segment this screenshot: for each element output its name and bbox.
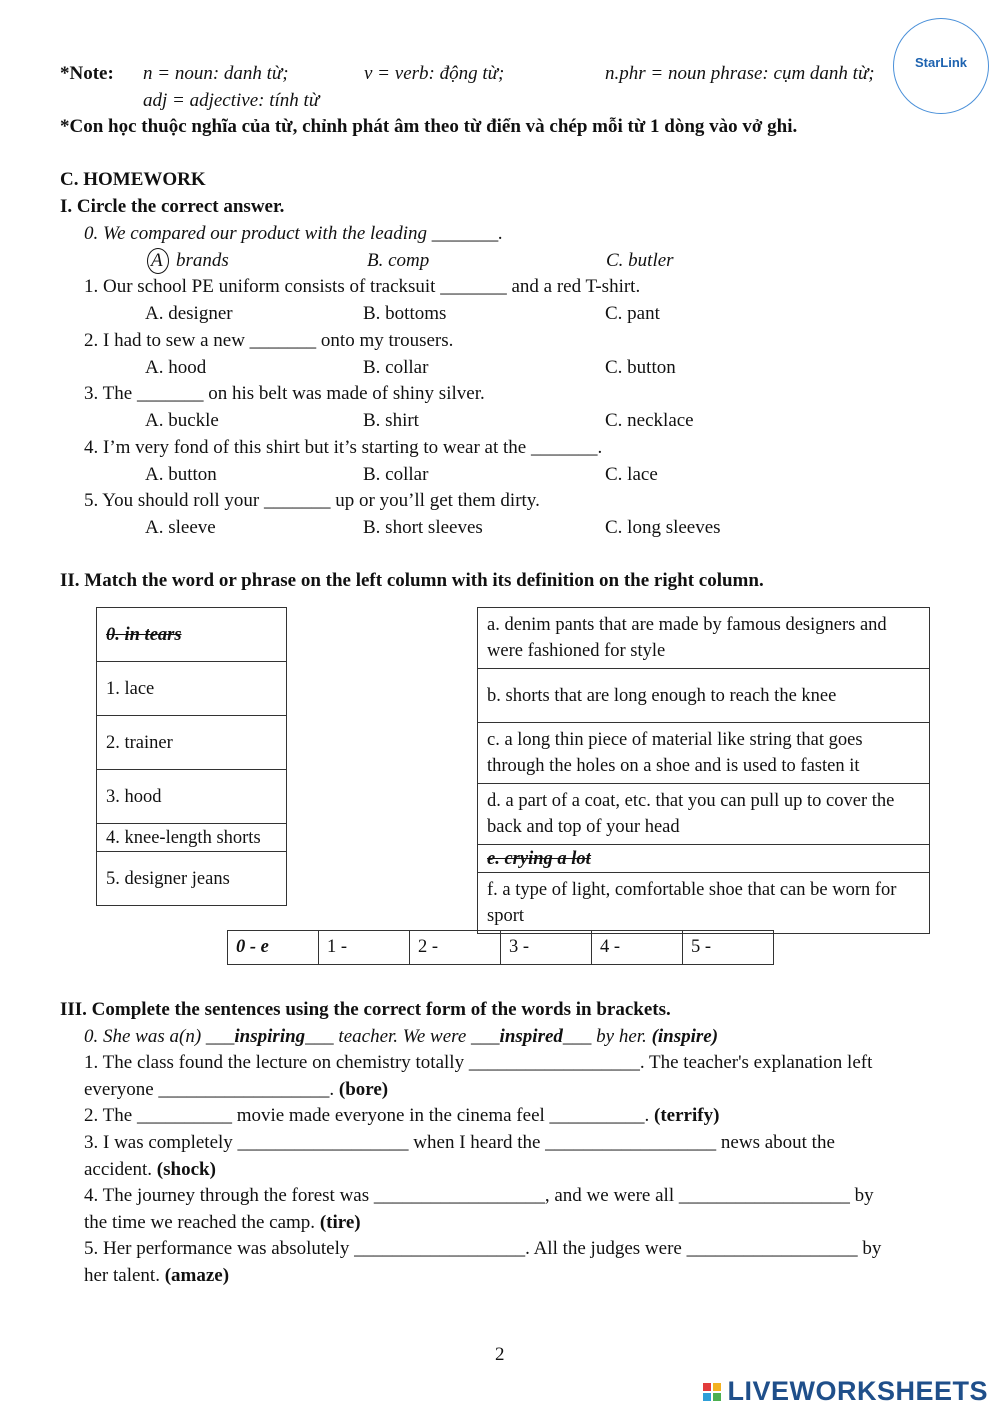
example-part-3: ___ by her. — [562, 1026, 647, 1047]
right-item-d: d. a part of a coat, etc. that you can pull up to cover the back and top of your head — [478, 784, 930, 845]
answer-cell-1[interactable]: 1 - — [319, 931, 410, 965]
question-4-option-a[interactable]: A. button — [145, 464, 217, 485]
answer-cell-4[interactable]: 4 - — [592, 931, 683, 965]
note-verb: v = verb: động từ; — [364, 63, 505, 84]
question-1-option-b[interactable]: B. bottoms — [363, 303, 447, 324]
left-item-2: 2. trainer — [97, 716, 287, 770]
left-item-5: 5. designer jeans — [97, 852, 287, 906]
sentence-1-hint: (bore) — [338, 1079, 389, 1100]
question-5-option-a[interactable]: A. sleeve — [145, 517, 216, 538]
example-answer-1: inspiring — [234, 1026, 306, 1047]
left-item-0: 0. in tears — [97, 608, 287, 662]
question-0-option-c: C. butler — [606, 250, 674, 271]
note-adjective: adj = adjective: tính từ — [143, 90, 320, 111]
sentence-2[interactable]: 2. The __________ movie made everyone in the cinema feel __________. (terrify) — [84, 1105, 720, 1126]
question-4-option-b[interactable]: B. collar — [363, 464, 429, 485]
question-2-option-b[interactable]: B. collar — [363, 357, 429, 378]
match-left-column — [96, 607, 287, 906]
part2-heading: II. Match the word or phrase on the left column with its definition on the right column. — [60, 570, 764, 591]
sentence-2-hint: (terrify) — [654, 1105, 720, 1126]
question-2-option-a[interactable]: A. hood — [145, 357, 207, 378]
question-5-option-c[interactable]: C. long sleeves — [605, 517, 721, 538]
sentence-3-line-2: accident. (shock) — [84, 1159, 216, 1180]
question-3-option-c[interactable]: C. necklace — [605, 410, 694, 431]
question-1-option-a[interactable]: A. designer — [145, 303, 233, 324]
answer-cell-2[interactable]: 2 - — [410, 931, 501, 965]
sentence-1-line-1[interactable]: 1. The class found the lecture on chemistry totally __________________. The teacher's explanation left — [84, 1052, 873, 1073]
match-right-column — [477, 607, 930, 934]
right-item-f: f. a type of light, comfortable shoe that can be worn for sport — [478, 873, 930, 934]
question-2-stem: 2. I had to sew a new _______ onto my trousers. — [84, 330, 454, 351]
footer-brand-text: LIVEWORKSHEETS — [727, 1376, 988, 1406]
note-noun-phrase: n.phr = noun phrase: cụm danh từ; — [605, 63, 875, 84]
note-noun: n = noun: danh từ; — [143, 63, 289, 84]
homework-title: C. HOMEWORK — [60, 169, 206, 190]
answer-cell-5[interactable]: 5 - — [683, 931, 774, 965]
sentence-3-line-1[interactable]: 3. I was completely __________________ when I heard the __________________ news about the — [84, 1132, 835, 1153]
example-answer-2: inspired — [499, 1026, 563, 1047]
sentence-3-hint: (shock) — [156, 1159, 216, 1180]
starlink-logo — [893, 18, 989, 114]
answer-cell-3[interactable]: 3 - — [501, 931, 592, 965]
question-4-stem: 4. I’m very fond of this shirt but it’s starting to wear at the _______. — [84, 437, 603, 458]
right-item-e: e. crying a lot — [478, 845, 930, 873]
question-5-option-b[interactable]: B. short sleeves — [363, 517, 483, 538]
sentence-4-hint: (tire) — [319, 1212, 361, 1233]
sentence-4-line-2: the time we reached the camp. (tire) — [84, 1212, 361, 1233]
sentence-1-line-2[interactable]: everyone __________________. (bore) — [84, 1079, 389, 1100]
example-part-1: 0. She was a(n) ___ — [84, 1026, 235, 1047]
question-0-option-b: B. comp — [367, 250, 430, 271]
logo-text: StarLink — [914, 54, 967, 70]
question-1-stem: 1. Our school PE uniform consists of tracksuit _______ and a red T-shirt. — [84, 276, 641, 297]
question-5-stem: 5. You should roll your _______ up or you’ll get them dirty. — [84, 490, 540, 511]
answer-cell-0: 0 - e — [228, 931, 319, 965]
example-hint: (inspire) — [651, 1026, 719, 1047]
question-3-option-a[interactable]: A. buckle — [145, 410, 219, 431]
question-0-option-a-word: brands — [176, 250, 229, 271]
sentence-4-line-1[interactable]: 4. The journey through the forest was __________________, and we were all __________________ by — [84, 1185, 874, 1206]
liveworksheets-logo-icon — [703, 1383, 721, 1401]
question-0-option-a-letter: A — [151, 250, 163, 271]
answer-grid — [227, 930, 774, 965]
left-item-4: 4. knee-length shorts — [97, 824, 287, 852]
part1-heading: I. Circle the correct answer. — [60, 196, 285, 217]
right-item-c: c. a long thin piece of material like string that goes through the holes on a shoe and is used to fasten it — [478, 723, 930, 784]
question-3-option-b[interactable]: B. shirt — [363, 410, 419, 431]
question-4-option-c[interactable]: C. lace — [605, 464, 658, 485]
note-instruction: *Con học thuộc nghĩa của từ, chỉnh phát âm theo từ điển và chép mỗi từ 1 dòng vào vở ghi. — [60, 116, 798, 137]
sentence-5-line-1[interactable]: 5. Her performance was absolutely __________________. All the judges were __________________ by — [84, 1238, 882, 1259]
sentence-5-line-2: her talent. (amaze) — [84, 1265, 230, 1286]
liveworksheets-footer — [703, 1376, 988, 1407]
question-2-option-c[interactable]: C. button — [605, 357, 676, 378]
part3-heading: III. Complete the sentences using the correct form of the words in brackets. — [60, 999, 671, 1020]
right-item-a: a. denim pants that are made by famous designers and were fashioned for style — [478, 608, 930, 669]
example-part-2: ___ teacher. We were ___ — [305, 1026, 500, 1047]
question-0-stem: 0. We compared our product with the leading _______. — [84, 223, 504, 244]
question-1-option-c[interactable]: C. pant — [605, 303, 660, 324]
right-item-b: b. shorts that are long enough to reach the knee — [478, 669, 930, 723]
question-3-stem: 3. The _______ on his belt was made of shiny silver. — [84, 383, 485, 404]
left-item-3: 3. hood — [97, 770, 287, 824]
page-number: 2 — [495, 1344, 505, 1365]
note-label: *Note: — [60, 63, 114, 84]
part3-example — [84, 1026, 718, 1048]
sentence-5-hint: (amaze) — [164, 1265, 230, 1286]
left-item-1: 1. lace — [97, 662, 287, 716]
